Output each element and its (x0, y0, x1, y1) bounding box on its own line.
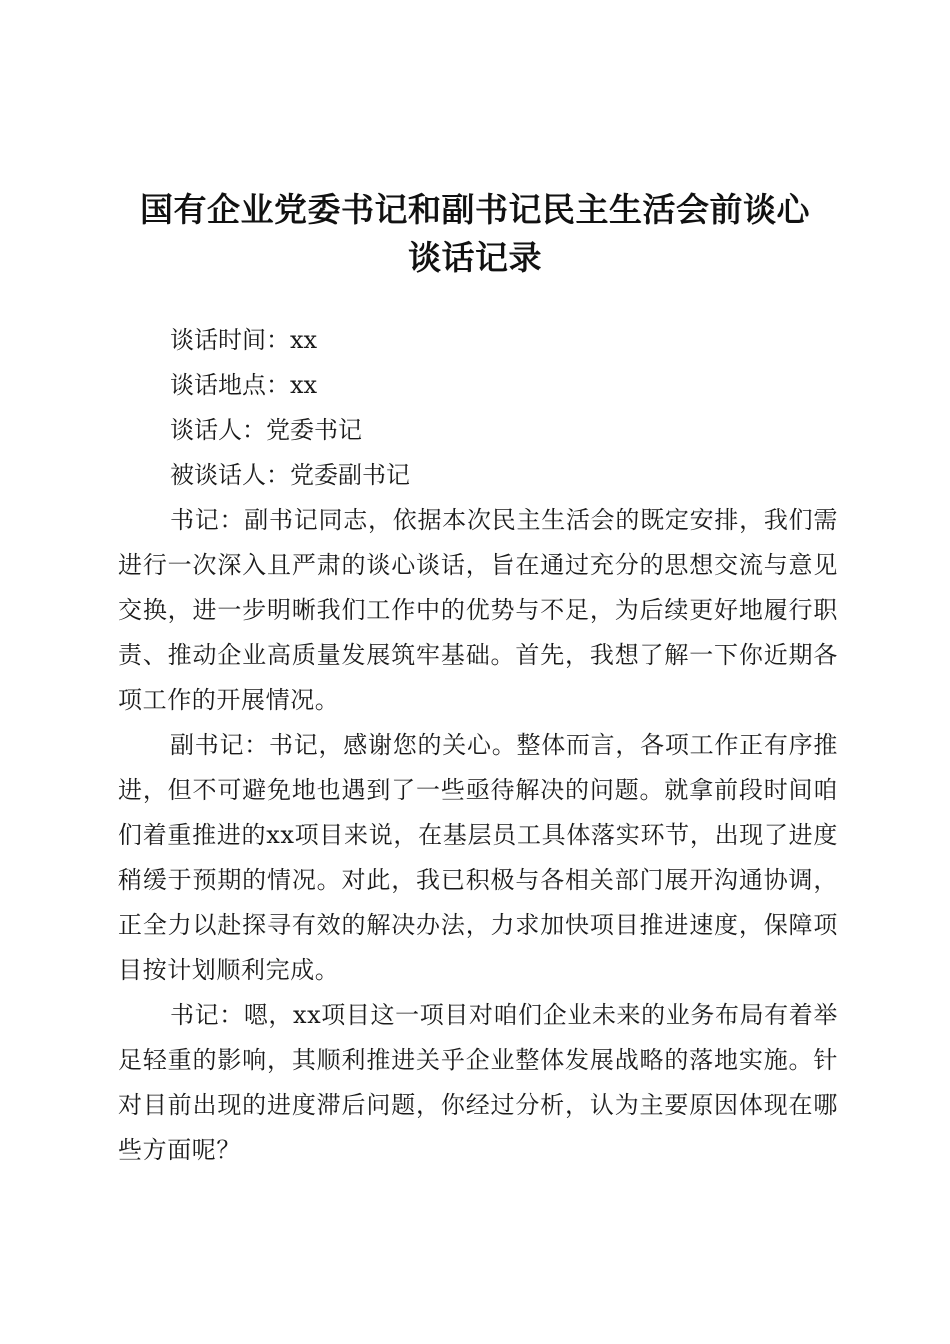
meta-speaker: 谈话人：党委书记 (170, 416, 362, 444)
meta-listener: 被谈话人：党委副书记 (170, 461, 410, 489)
paragraph-1: 书记：副书记同志，依据本次民主生活会的既定安排，我们需进行一次深入且严肃的谈心谈话，旨在通过充分的思想交流与意见交换，进一步明晰我们工作中的优势与不足，为后续更好地履行职责、推动企业高质量发展筑牢基础。首先，我想了解一下你近期各项工作的开展情况。 (118, 506, 838, 714)
title-line-1: 国有企业党委书记和副书记民主生活会前谈心 (140, 190, 810, 229)
paragraph-2: 副书记：书记，感谢您的关心。整体而言，各项工作正有序推进，但不可避免地也遇到了一些亟待解决的问题。就拿前段时间咱们着重推进的xx项目来说，在基层员工具体落实环节，出现了进度稍缓于预期的情况。对此，我已积极与各相关部门展开沟通协调，正全力以赴探寻有效的解决办法，力求加快项目推进速度，保障项目按计划顺利完成。 (118, 731, 838, 984)
document-title (90, 186, 860, 282)
title-line-2: 谈话记录 (408, 238, 542, 277)
paragraph-3: 书记：嗯，xx项目这一项目对咱们企业未来的业务布局有着举足轻重的影响，其顺利推进关乎企业整体发展战略的落地实施。针对目前出现的进度滞后问题，你经过分析，认为主要原因体现在哪些方面呢？ (118, 1001, 838, 1164)
document-body (118, 318, 838, 1173)
meta-place: 谈话地点：xx (170, 371, 318, 399)
meta-time: 谈话时间：xx (170, 326, 318, 354)
